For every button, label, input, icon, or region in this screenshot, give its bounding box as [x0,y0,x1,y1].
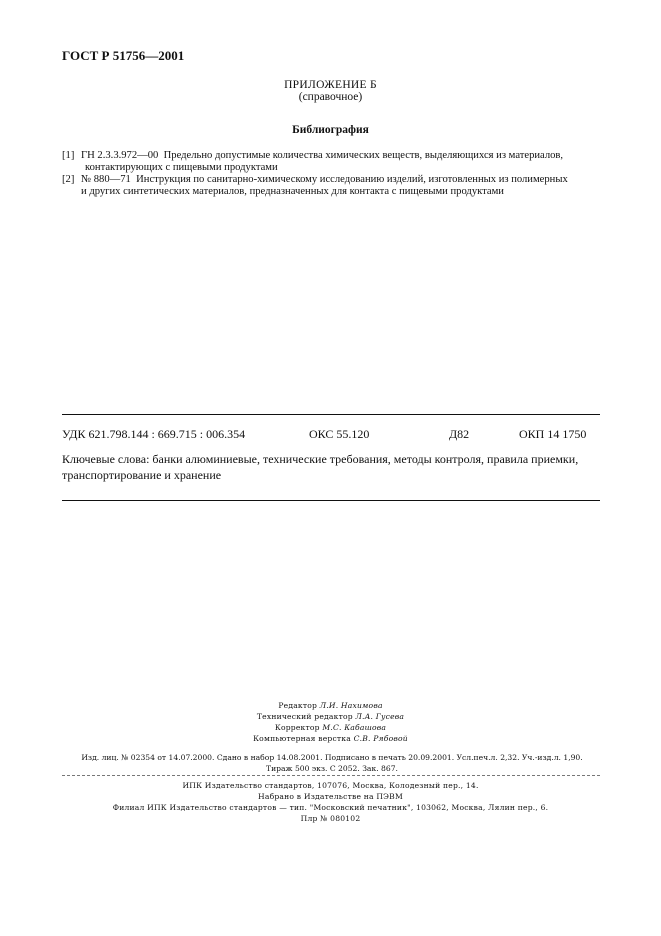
keywords-line-1: Ключевые слова: банки алюминиевые, технические требования, методы контроля, правила приемки, [62,452,579,466]
credit-layout: Компьютерная верстка С.В. Рябовой [253,734,408,743]
bibliography-item-text: Инструкция по санитарно-химическому исследованию изделий, изготовленных из полимерных [136,174,568,185]
imprint-line-1: Изд. лиц. № 02354 от 14.07.2000. Сдано в набор 14.08.2001. Подписано в печать 20.09.2001. Усл.печ.л. 2,32. Уч.-изд.л. 1,90. [81,753,583,762]
bottom-divider [62,500,600,501]
okp-code: ОКП 14 1750 [519,427,587,441]
publisher-line-3: Филиал ИПК Издательство стандартов — тип. "Московский печатник", 103062, Москва, Лялин пер., 6. [112,803,549,812]
udk-code: УДК 621.798.144 : 669.715 : 006.354 [62,427,246,441]
oks-code: ОКС 55.120 [309,427,370,441]
imprint-block [62,752,602,774]
keywords [62,452,602,483]
group-code: Д82 [449,427,470,441]
credits-block [0,700,661,744]
bibliography-title: Библиография [292,124,369,136]
bibliography-item-text-cont: контактирующих с пищевыми продуктами [85,162,278,174]
publisher-line-1: ИПК Издательство стандартов, 107076, Москва, Колодезный пер., 14. [182,781,479,790]
dashed-divider [62,775,600,776]
publisher-block [0,780,661,824]
bibliography-item-number: [2] [62,174,75,185]
imprint-line-2: Тираж 500 экз. С 2052. Зак. 867. [266,764,398,773]
bibliography-item [62,174,602,199]
appendix-type: (справочное) [298,91,363,103]
bibliography-item [62,150,602,175]
keywords-line-2: транспортирование и хранение [62,467,222,482]
top-divider [62,414,600,415]
bibliography-item-text: Предельно допустимые количества химических веществ, выделяющихся из материалов, [163,150,564,161]
standard-number: ГОСТ Р 51756—2001 [62,48,185,63]
appendix-title: ПРИЛОЖЕНИЕ Б [284,79,377,91]
publisher-line-4: Плр № 080102 [300,814,361,823]
bibliography-item-code: ГН 2.3.3.972—00 [81,150,159,161]
bibliography-item-code: № 880—71 [81,174,131,185]
bibliography-item-text-cont: и других синтетических материалов, предназначенных для контакта с пищевыми продуктами [81,186,504,198]
publisher-line-2: Набрано в Издательстве на ПЭВМ [258,792,403,801]
credit-tech-editor: Технический редактор Л.А. Гусева [256,712,405,721]
credit-editor: Редактор Л.И. Нахимова [278,701,383,710]
credit-corrector: Корректор М.С. Кабашова [274,723,387,732]
bibliography-item-number: [1] [62,150,75,161]
